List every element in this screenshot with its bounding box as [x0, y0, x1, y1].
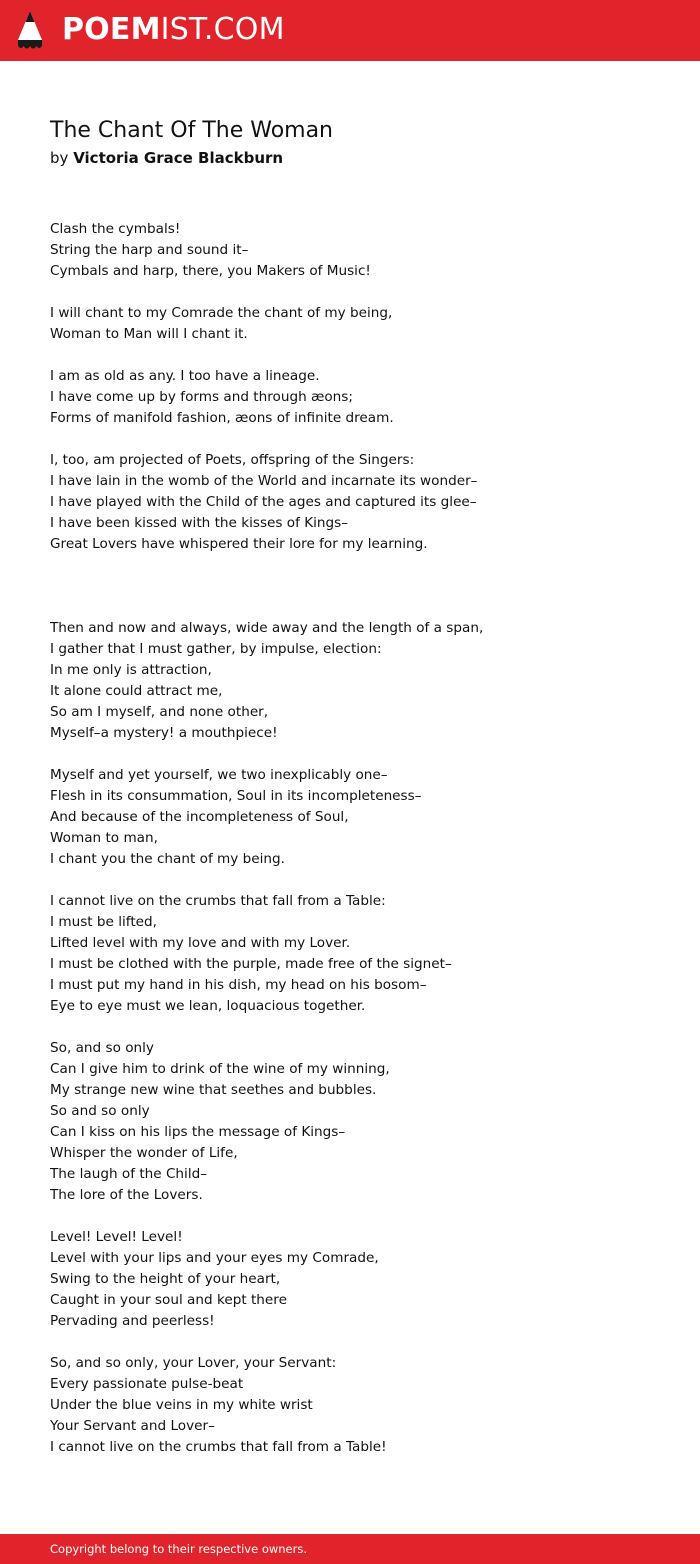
poem-line: Level with your lips and your eyes my Comrade, — [50, 1250, 379, 1266]
poem-line: I cannot live on the crumbs that fall from a Table! — [50, 1439, 387, 1455]
stanza — [50, 891, 650, 1017]
stanza — [50, 1227, 650, 1332]
poem-line: Swing to the height of your heart, — [50, 1271, 281, 1287]
poem-line: Woman to man, — [50, 830, 158, 846]
stanza — [50, 303, 650, 345]
poem-line: I chant you the chant of my being. — [50, 851, 285, 867]
poem-line: So, and so only, your Lover, your Servant: — [50, 1355, 337, 1371]
copyright-text: Copyright belong to their respective owners. — [50, 1542, 308, 1556]
stanza — [50, 1038, 650, 1206]
stanza — [50, 1353, 650, 1458]
poem-line: Myself–a mystery! a mouthpiece! — [50, 725, 278, 741]
site-logo[interactable] — [62, 13, 285, 47]
poem-line: Under the blue veins in my white wrist — [50, 1397, 313, 1413]
poem-line: I must be clothed with the purple, made free of the signet– — [50, 956, 452, 972]
logo-text-bold: POEM — [62, 12, 161, 47]
logo-text-light: IST.COM — [160, 12, 285, 47]
poem-title: The Chant Of The Woman — [50, 118, 334, 143]
stanza — [50, 618, 650, 744]
poem-line: Great Lovers have whispered their lore for my learning. — [50, 536, 428, 552]
poem-line: Flesh in its consummation, Soul in its incompleteness– — [50, 788, 422, 804]
poem-line: I have played with the Child of the ages and captured its glee– — [50, 494, 477, 510]
poem-line: I cannot live on the crumbs that fall from a Table: — [50, 893, 386, 909]
poem-line: I have been kissed with the kisses of Kings– — [50, 515, 349, 531]
poem-line: Clash the cymbals! — [50, 221, 181, 237]
poem-line: It alone could attract me, — [50, 683, 223, 699]
poem-line: String the harp and sound it– — [50, 242, 249, 258]
poem-line: So am I myself, and none other, — [50, 704, 269, 720]
poem-line: In me only is attraction, — [50, 662, 212, 678]
poem-line: Lifted level with my love and with my Lover. — [50, 935, 351, 951]
poem-line: Pervading and peerless! — [50, 1313, 215, 1329]
poem-line: Caught in your soul and kept there — [50, 1292, 287, 1308]
site-header — [0, 0, 700, 61]
poem-line: Whisper the wonder of Life, — [50, 1145, 238, 1161]
poem-line: Can I kiss on his lips the message of Kings– — [50, 1124, 346, 1140]
poem-line: I have lain in the womb of the World and incarnate its wonder– — [50, 473, 478, 489]
poem-line: Then and now and always, wide away and the length of a span, — [50, 620, 484, 636]
poem-line: Every passionate pulse-beat — [50, 1376, 244, 1392]
by-label: by — [50, 149, 69, 167]
stanza — [50, 765, 650, 870]
poem-body — [50, 219, 650, 1458]
poem-line: I gather that I must gather, by impulse, election: — [50, 641, 382, 657]
poem-line: So and so only — [50, 1103, 150, 1119]
pencil-tip-icon[interactable] — [15, 10, 45, 52]
poem-line: Eye to eye must we lean, loquacious together. — [50, 998, 366, 1014]
poem-line: I have come up by forms and through æons; — [50, 389, 353, 405]
poem-line: My strange new wine that seethes and bubbles. — [50, 1082, 377, 1098]
poem-line: Level! Level! Level! — [50, 1229, 183, 1245]
poem-line: The lore of the Lovers. — [50, 1187, 203, 1203]
poem-line: Your Servant and Lover– — [50, 1418, 215, 1434]
poem-line: I must be lifted, — [50, 914, 157, 930]
stanza — [50, 366, 650, 429]
poem-line: And because of the incompleteness of Soul, — [50, 809, 349, 825]
stanza — [50, 450, 650, 555]
poem-line: I am as old as any. I too have a lineage. — [50, 368, 320, 384]
poem-line: I must put my hand in his dish, my head on his bosom– — [50, 977, 427, 993]
poem-byline — [50, 148, 283, 168]
poem-line: Cymbals and harp, there, you Makers of Music! — [50, 263, 371, 279]
poem-line: Myself and yet yourself, we two inexplicably one– — [50, 767, 388, 783]
poem-line: So, and so only — [50, 1040, 154, 1056]
poem-line: Woman to Man will I chant it. — [50, 326, 248, 342]
poem-line: Forms of manifold fashion, æons of infinite dream. — [50, 410, 394, 426]
stanza — [50, 219, 650, 282]
poem-line: The laugh of the Child– — [50, 1166, 208, 1182]
poem-line: I, too, am projected of Poets, offspring of the Singers: — [50, 452, 415, 468]
poem-line: I will chant to my Comrade the chant of my being, — [50, 305, 393, 321]
author-name: Victoria Grace Blackburn — [73, 149, 284, 167]
site-footer — [0, 1534, 700, 1564]
poem-line: Can I give him to drink of the wine of my winning, — [50, 1061, 390, 1077]
